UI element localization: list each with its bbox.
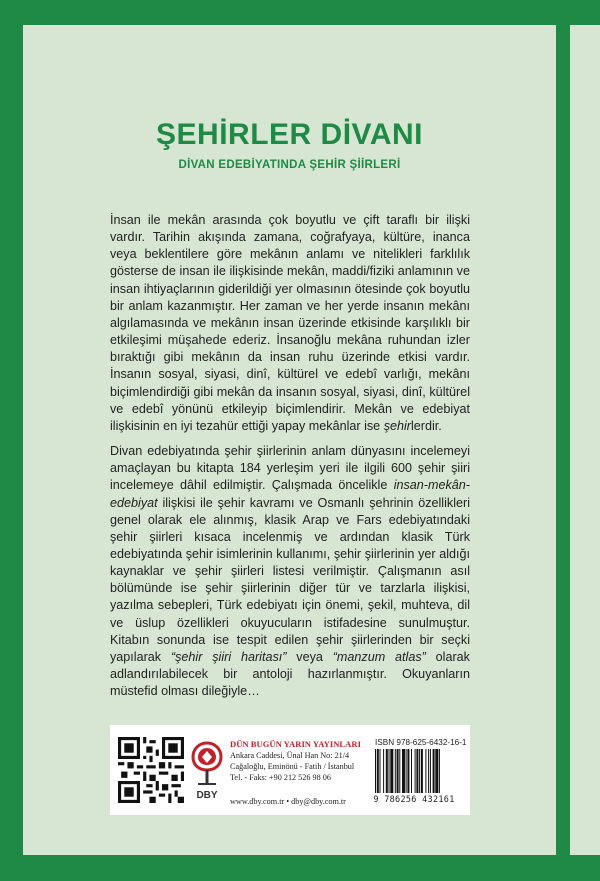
publisher-logo-text: DBY: [196, 790, 218, 801]
book-subtitle: DİVAN EDEBİYATINDA ŞEHİR ŞİİRLERİ: [178, 159, 401, 171]
publisher-phone: Tel. - Faks: +90 212 526 98 06: [230, 773, 331, 782]
blurb-paragraph-1: İnsan ile mekân arasında çok boyutlu ve çift taraflı bir ilişki vardır. Tarihin akışında zamana, coğrafyaya, kültüre, inanca veya beklentilere göre mekânın anlamı ve nitelikleri farklılık gösterse de insan ile ilişkisinde mekân, maddi/fiziki anlamının ve insan ihtiyaçlarının giderildiği yer olmasının ötesinde çok boyutlu bir anlam kazanmıştır. Her zaman ve her yerde insanın mekânı algılamasında ve mekânın insan üzerinde etkisinde karşılıklı bir etkileşimi müşahede ederiz. İnsanoğlu mekâna ruhundan izler bıraktığı gibi mekânın da insan ruhu üzerinde etkisi vardır. İnsanın sosyal, siyasi, dinî, kültürel ve edebî varlığı, mekânı biçimlendirdiği gibi mekân da insanın sosyal, siyasi, dinî, kültürel ve edebî yönünü etkileyip biçimlendirir. Mekân ve edebiyat ilişkisinin en iyi tezahür ettiği yapay mekânlar ise şehirlerdir.: [110, 213, 470, 433]
isbn-label: ISBN 978-625-6432-16-1: [375, 738, 467, 747]
blurb-text: [110, 212, 470, 700]
publisher-logo-icon: [190, 739, 224, 787]
barcode-icon: [375, 749, 455, 793]
publisher-address-1: Ankara Caddesi, Ünal Han No: 21/4: [230, 751, 350, 760]
publisher-web[interactable]: www.dby.com.tr • dby@dby.com.tr: [230, 797, 346, 806]
qr-code-icon[interactable]: [118, 737, 184, 803]
blurb-paragraph-2: Divan edebiyatında şehir şiirlerinin anlam dünyasını incelemeyi amaçlayan bu kitapta 184 yerleşim yeri ile ilgili 600 şehir şiiri incelemeye dâhil edilmiştir. Çalışmada öncelikle insan-mekân-edebiyat ilişkisi ile şehir kavramı ve Osmanlı şehrinin özellikleri genel olarak ele alınmış, klasik Arap ve Fars edebiyatındaki şehir şiirleri kısaca incelenmiş ve ardından klasik Türk edebiyatında şehir isimlerinin kullanımı, şehir şiirlerinin yer aldığı kaynaklar ve şehir şiirleri listesi verilmiştir. Çalışmanın asıl bölümünde ise şehir şiirlerinin diğer tür ve tarzlarla ilişkisi, yazılma sebepleri, Türk edebiyatı için önemi, şekil, muhteva, dil ve üslup özellikleri okuyucuların istifadesine sunulmuştur. Kitabın sonunda ise tespit edilen şehir şiirlerinden bir seçki yapılarak “şehir şiiri haritası” veya “manzum atlas” olarak adlandırılabilecek bir antoloji hazırlanmıştır. Okuyanların müstefid olması dileğiyle…: [110, 444, 470, 699]
publisher-address-2: Cağaloğlu, Eminönü - Fatih / İstanbul: [230, 762, 355, 771]
spine-edge: [570, 25, 600, 855]
publisher-name: DÜN BUGÜN YARIN YAYINLARI: [230, 739, 361, 749]
barcode-number: 9 786256 432161: [373, 795, 455, 805]
book-title: ŞEHİRLER DİVANI: [156, 118, 423, 151]
publisher-logo: [190, 739, 224, 799]
publisher-footer: [110, 725, 470, 815]
